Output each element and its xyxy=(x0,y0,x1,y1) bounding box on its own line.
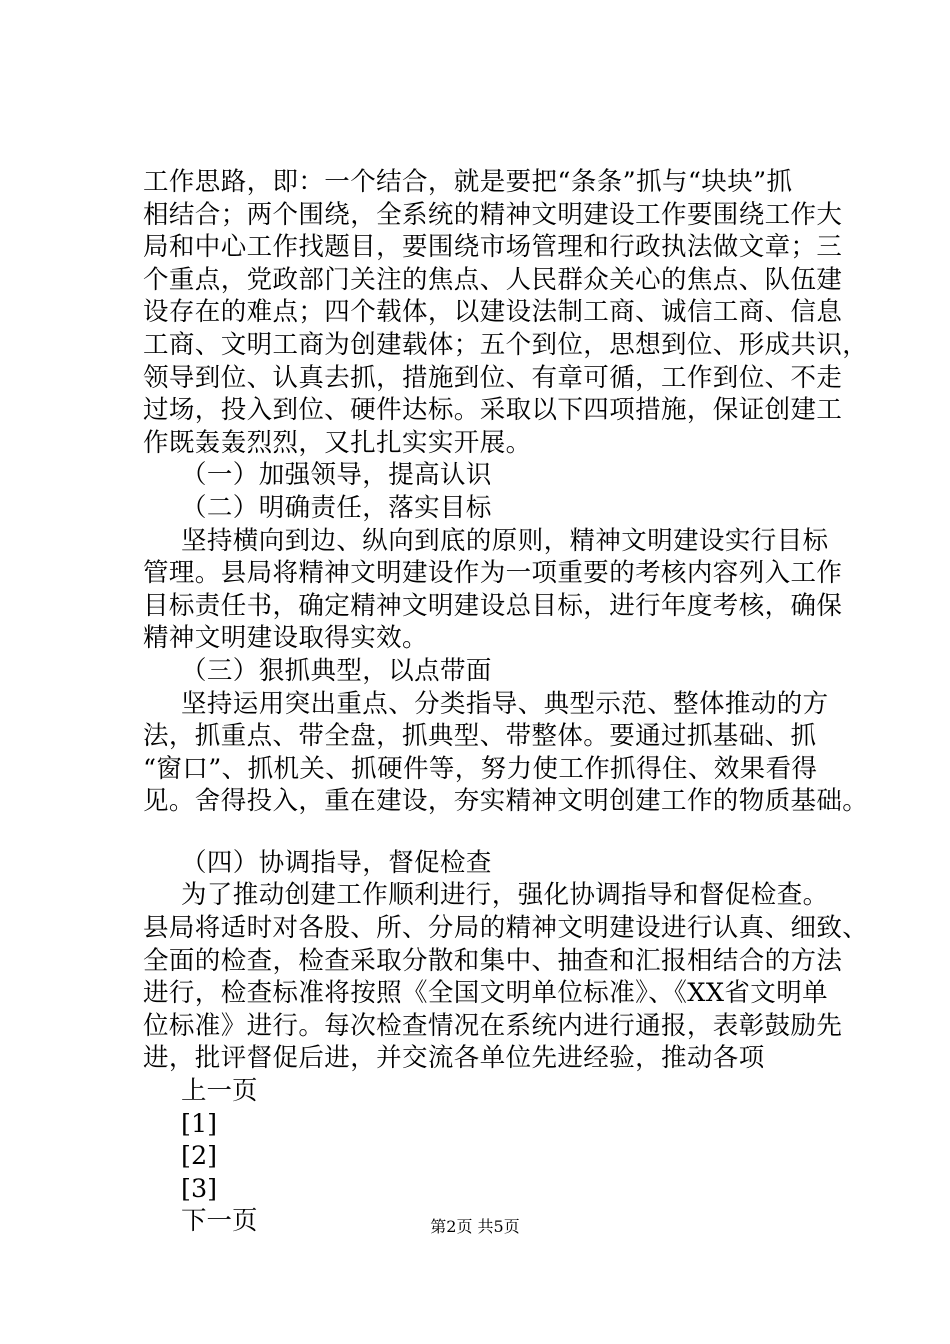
text-line: 全面的检查，检查采取分散和集中、抽查和汇报相结合的方法 xyxy=(143,945,843,976)
paragraph-target-management xyxy=(143,525,843,655)
pagination xyxy=(143,1075,843,1238)
text-line: 工作思路，即：一个结合，就是要把“条条”抓与“块块”抓 xyxy=(143,167,793,197)
page-link-3[interactable]: [3] xyxy=(181,1173,218,1204)
text-line: 进，批评督促后进，并交流各单位先进经验，推动各项 xyxy=(143,1043,765,1074)
text-line: 相结合；两个围绕，全系统的精神文明建设工作要围绕工作大 xyxy=(143,199,843,230)
text-line: “窗口”、抓机关、抓硬件等，努力使工作抓得住、效果看得 xyxy=(143,753,818,784)
next-page-link[interactable]: 下一页 xyxy=(181,1206,258,1237)
section-heading-3: （三）狠抓典型，以点带面 xyxy=(181,655,492,686)
text-line: 工商、文明工商为创建载体；五个到位，思想到位、形成共识， xyxy=(143,329,869,360)
text-line: 位标准》进行。每次检查情况在系统内进行通报，表彰鼓励先 xyxy=(143,1010,843,1041)
text-line: 进行，检查标准将按照《全国文明单位标准》、《XX省文明单 xyxy=(143,978,829,1009)
paragraph-gap xyxy=(143,818,843,847)
text-line: 领导到位、认真去抓，措施到位、有章可循，工作到位、不走 xyxy=(143,362,843,393)
text-line: 管理。县局将精神文明建设作为一项重要的考核内容列入工作 xyxy=(143,558,843,589)
document-body xyxy=(143,166,869,1238)
text-line: 县局将适时对各股、所、分局的精神文明建设进行认真、细致、 xyxy=(143,913,869,944)
text-line: 法，抓重点、带全盘，抓典型、带整体。要通过抓基础、抓 xyxy=(143,721,817,752)
paragraph-work-approach xyxy=(143,166,869,459)
text-line: 坚持横向到边、纵向到底的原则，精神文明建设实行目标 xyxy=(181,525,829,556)
paragraph-typical-examples xyxy=(143,688,869,818)
prev-page-link[interactable]: 上一页 xyxy=(181,1076,258,1107)
text-line: 过场，投入到位、硬件达标。采取以下四项措施，保证创建工 xyxy=(143,395,843,426)
paragraph-inspection xyxy=(143,879,869,1075)
page-footer: 第2页 共5页 xyxy=(430,1217,520,1236)
section-heading-2: （二）明确责任，落实目标 xyxy=(181,492,492,523)
section-heading-1: （一）加强领导，提高认识 xyxy=(181,460,492,491)
text-line: 为了推动创建工作顺利进行，强化协调指导和督促检查。 xyxy=(181,880,829,911)
text-line: 设存在的难点；四个载体，以建设法制工商、诚信工商、信息 xyxy=(143,297,843,328)
text-line: 个重点，党政部门关注的焦点、人民群众关心的焦点、队伍建 xyxy=(143,264,843,295)
text-line: 坚持运用突出重点、分类指导、典型示范、整体推动的方 xyxy=(181,688,829,719)
text-line: 见。舍得投入，重在建设，夯实精神文明创建工作的物质基础。 xyxy=(143,786,869,817)
text-line: 目标责任书，确定精神文明建设总目标，进行年度考核，确保 xyxy=(143,590,843,621)
text-line: 精神文明建设取得实效。 xyxy=(143,623,428,654)
page-link-2[interactable]: [2] xyxy=(181,1141,218,1172)
page-link-1[interactable]: [1] xyxy=(181,1108,218,1139)
section-heading-4: （四）协调指导，督促检查 xyxy=(181,847,492,878)
text-line: 作既轰轰烈烈，又扎扎实实开展。 xyxy=(143,427,532,458)
text-line: 局和中心工作找题目，要围绕市场管理和行政执法做文章；三 xyxy=(143,232,843,263)
